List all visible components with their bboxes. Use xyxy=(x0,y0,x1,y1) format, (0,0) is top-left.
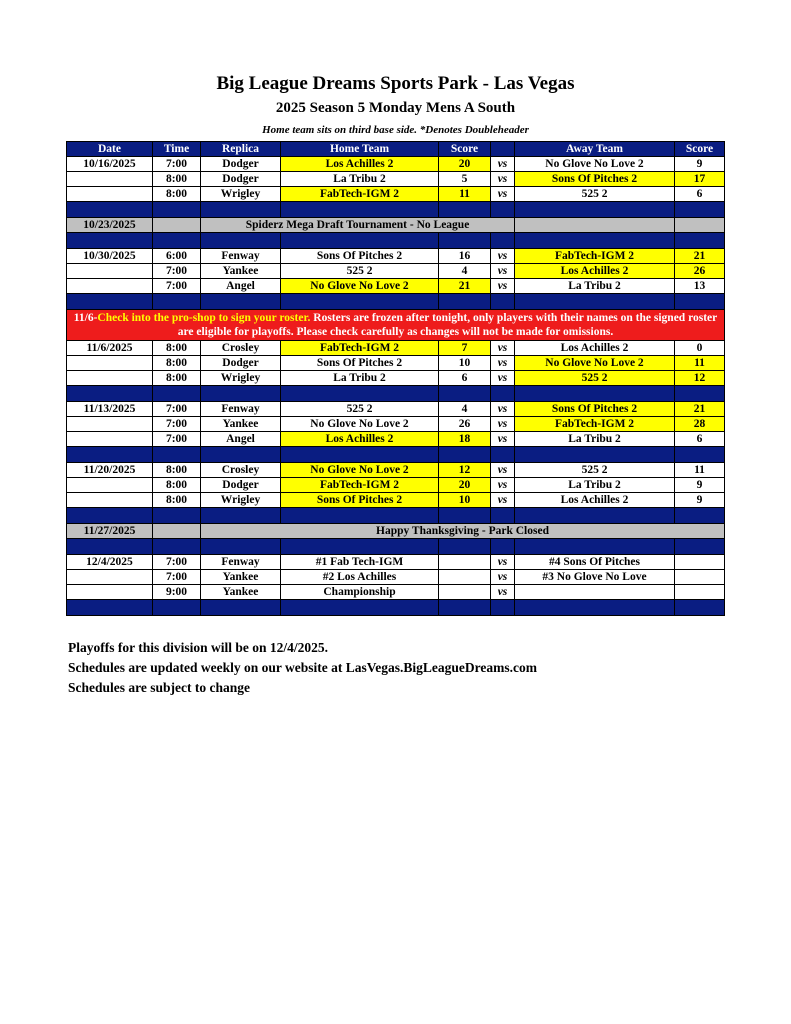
game-date xyxy=(67,187,153,202)
game-replica: Wrigley xyxy=(201,493,281,508)
footer-playoffs: Playoffs for this division will be on 12/4/2025. xyxy=(68,640,329,655)
week-separator xyxy=(67,508,725,524)
vs-label: vs xyxy=(491,264,515,279)
page-subtitle: 2025 Season 5 Monday Mens A South xyxy=(275,100,516,116)
vs-label: vs xyxy=(491,157,515,172)
week-separator xyxy=(67,600,725,616)
col-replica: Replica xyxy=(201,142,281,157)
game-time: 8:00 xyxy=(153,341,201,356)
col-date: Date xyxy=(67,142,153,157)
game-time: 8:00 xyxy=(153,493,201,508)
away-team: FabTech-IGM 2 xyxy=(515,417,675,432)
game-date xyxy=(67,493,153,508)
home-score: 7 xyxy=(439,341,491,356)
vs-label: vs xyxy=(491,371,515,386)
table-row xyxy=(67,371,725,386)
table-row xyxy=(67,417,725,432)
home-team: Sons Of Pitches 2 xyxy=(281,249,439,264)
away-score xyxy=(675,570,725,585)
game-date xyxy=(67,478,153,493)
table-row xyxy=(67,279,725,294)
empty-cell xyxy=(153,524,201,539)
empty-cell xyxy=(675,218,725,233)
table-row xyxy=(67,585,725,600)
away-score: 6 xyxy=(675,432,725,447)
table-row xyxy=(67,493,725,508)
home-team: La Tribu 2 xyxy=(281,371,439,386)
home-team: Los Achilles 2 xyxy=(281,157,439,172)
notice-highlight: Check into the pro-shop to sign your roster. xyxy=(97,312,311,324)
game-replica: Dodger xyxy=(201,157,281,172)
empty-cell xyxy=(153,218,201,233)
game-replica: Yankee xyxy=(201,264,281,279)
table-row xyxy=(67,172,725,187)
game-time: 7:00 xyxy=(153,555,201,570)
table-row xyxy=(67,524,725,539)
game-date: 11/20/2025 xyxy=(67,463,153,478)
vs-label: vs xyxy=(491,585,515,600)
vs-label: vs xyxy=(491,417,515,432)
col-home-team: Home Team xyxy=(281,142,439,157)
table-row xyxy=(67,249,725,264)
week-separator xyxy=(67,386,725,402)
week-separator xyxy=(67,202,725,218)
away-team: 525 2 xyxy=(515,463,675,478)
home-team: Championship xyxy=(281,585,439,600)
game-replica: Fenway xyxy=(201,402,281,417)
game-replica: Crosley xyxy=(201,341,281,356)
home-team: Sons Of Pitches 2 xyxy=(281,493,439,508)
home-team: #2 Los Achilles xyxy=(281,570,439,585)
away-team: #4 Sons Of Pitches xyxy=(515,555,675,570)
away-score: 21 xyxy=(675,249,725,264)
home-team: 525 2 xyxy=(281,264,439,279)
away-score: 17 xyxy=(675,172,725,187)
game-time: 7:00 xyxy=(153,264,201,279)
game-date xyxy=(67,356,153,371)
home-team: Sons Of Pitches 2 xyxy=(281,356,439,371)
game-time: 8:00 xyxy=(153,356,201,371)
table-row xyxy=(67,341,725,356)
game-replica: Wrigley xyxy=(201,187,281,202)
away-score: 6 xyxy=(675,187,725,202)
away-team: Los Achilles 2 xyxy=(515,341,675,356)
week-separator xyxy=(67,233,725,249)
schedule-note: Home team sits on third base side. *Denotes Doubleheader xyxy=(262,124,529,136)
vs-label: vs xyxy=(491,279,515,294)
game-replica: Fenway xyxy=(201,555,281,570)
notice-body: Rosters are frozen after tonight, only players with their names on the signed roster are eligible for playoffs. Please check carefully as changes will not be made for omissions. xyxy=(177,312,718,338)
vs-label: vs xyxy=(491,249,515,264)
game-date xyxy=(67,264,153,279)
away-team xyxy=(515,585,675,600)
game-time: 7:00 xyxy=(153,157,201,172)
vs-label: vs xyxy=(491,187,515,202)
vs-label: vs xyxy=(491,478,515,493)
vs-label: vs xyxy=(491,172,515,187)
home-team: FabTech-IGM 2 xyxy=(281,478,439,493)
event-label: Spiderz Mega Draft Tournament - No League xyxy=(201,218,515,233)
vs-label: vs xyxy=(491,341,515,356)
table-row xyxy=(67,187,725,202)
header-row xyxy=(67,142,725,157)
away-team: La Tribu 2 xyxy=(515,432,675,447)
away-team: La Tribu 2 xyxy=(515,478,675,493)
away-score: 28 xyxy=(675,417,725,432)
schedule-table xyxy=(66,141,725,616)
game-time: 8:00 xyxy=(153,463,201,478)
vs-label: vs xyxy=(491,555,515,570)
game-time: 8:00 xyxy=(153,172,201,187)
game-replica: Angel xyxy=(201,432,281,447)
game-date: 12/4/2025 xyxy=(67,555,153,570)
col-away-score: Score xyxy=(675,142,725,157)
table-row xyxy=(67,356,725,371)
home-score xyxy=(439,570,491,585)
away-team: Los Achilles 2 xyxy=(515,264,675,279)
notice-date: 11/6- xyxy=(73,312,98,324)
away-score: 12 xyxy=(675,371,725,386)
game-time: 7:00 xyxy=(153,432,201,447)
game-date: 11/13/2025 xyxy=(67,402,153,417)
week-separator xyxy=(67,447,725,463)
vs-label: vs xyxy=(491,463,515,478)
home-team: La Tribu 2 xyxy=(281,172,439,187)
away-team: Los Achilles 2 xyxy=(515,493,675,508)
game-date xyxy=(67,432,153,447)
col-time: Time xyxy=(153,142,201,157)
away-team: 525 2 xyxy=(515,371,675,386)
game-time: 7:00 xyxy=(153,279,201,294)
home-score: 6 xyxy=(439,371,491,386)
game-time: 7:00 xyxy=(153,402,201,417)
away-team: 525 2 xyxy=(515,187,675,202)
game-replica: Yankee xyxy=(201,570,281,585)
away-score xyxy=(675,555,725,570)
footer-change-notice: Schedules are subject to change xyxy=(68,680,250,695)
game-replica: Dodger xyxy=(201,172,281,187)
game-date xyxy=(67,417,153,432)
home-team: 525 2 xyxy=(281,402,439,417)
game-time: 8:00 xyxy=(153,478,201,493)
home-score: 21 xyxy=(439,279,491,294)
home-score xyxy=(439,585,491,600)
roster-notice xyxy=(67,310,725,341)
away-score: 11 xyxy=(675,463,725,478)
table-row xyxy=(67,478,725,493)
page-title: Big League Dreams Sports Park - Las Vegas xyxy=(216,73,575,94)
col-vs xyxy=(491,142,515,157)
away-score: 13 xyxy=(675,279,725,294)
table-row xyxy=(67,402,725,417)
vs-label: vs xyxy=(491,356,515,371)
away-score xyxy=(675,585,725,600)
game-time: 6:00 xyxy=(153,249,201,264)
away-team: Sons Of Pitches 2 xyxy=(515,172,675,187)
away-score: 0 xyxy=(675,341,725,356)
away-score: 21 xyxy=(675,402,725,417)
home-score: 16 xyxy=(439,249,491,264)
home-score: 4 xyxy=(439,264,491,279)
col-away-team: Away Team xyxy=(515,142,675,157)
away-team: Sons Of Pitches 2 xyxy=(515,402,675,417)
home-score: 4 xyxy=(439,402,491,417)
game-time: 7:00 xyxy=(153,570,201,585)
home-team: No Glove No Love 2 xyxy=(281,463,439,478)
home-score: 12 xyxy=(439,463,491,478)
away-score: 11 xyxy=(675,356,725,371)
away-score: 9 xyxy=(675,478,725,493)
home-score: 20 xyxy=(439,478,491,493)
home-score: 10 xyxy=(439,356,491,371)
week-separator xyxy=(67,294,725,310)
game-replica: Wrigley xyxy=(201,371,281,386)
event-label: Happy Thanksgiving - Park Closed xyxy=(201,524,725,539)
table-row xyxy=(67,157,725,172)
game-time: 8:00 xyxy=(153,187,201,202)
game-date: 10/23/2025 xyxy=(67,218,153,233)
home-score: 26 xyxy=(439,417,491,432)
home-score: 11 xyxy=(439,187,491,202)
game-date xyxy=(67,371,153,386)
game-time: 8:00 xyxy=(153,371,201,386)
home-team: No Glove No Love 2 xyxy=(281,417,439,432)
home-team: Los Achilles 2 xyxy=(281,432,439,447)
away-score: 26 xyxy=(675,264,725,279)
vs-label: vs xyxy=(491,493,515,508)
home-score xyxy=(439,555,491,570)
vs-label: vs xyxy=(491,570,515,585)
home-score: 5 xyxy=(439,172,491,187)
away-team: No Glove No Love 2 xyxy=(515,157,675,172)
table-row xyxy=(67,264,725,279)
game-date xyxy=(67,585,153,600)
table-row xyxy=(67,463,725,478)
game-date: 11/27/2025 xyxy=(67,524,153,539)
game-date: 10/16/2025 xyxy=(67,157,153,172)
vs-label: vs xyxy=(491,432,515,447)
game-time: 7:00 xyxy=(153,417,201,432)
game-date xyxy=(67,172,153,187)
away-score: 9 xyxy=(675,493,725,508)
vs-label: vs xyxy=(491,402,515,417)
home-team: FabTech-IGM 2 xyxy=(281,341,439,356)
home-team: No Glove No Love 2 xyxy=(281,279,439,294)
table-row xyxy=(67,555,725,570)
game-replica: Angel xyxy=(201,279,281,294)
game-replica: Yankee xyxy=(201,585,281,600)
footer-notes xyxy=(68,638,537,698)
game-date: 10/30/2025 xyxy=(67,249,153,264)
game-replica: Dodger xyxy=(201,478,281,493)
table-row xyxy=(67,218,725,233)
home-team: #1 Fab Tech-IGM xyxy=(281,555,439,570)
roster-notice-text xyxy=(67,310,725,341)
game-date xyxy=(67,279,153,294)
week-separator xyxy=(67,539,725,555)
home-score: 18 xyxy=(439,432,491,447)
footer-website: Schedules are updated weekly on our website at LasVegas.BigLeagueDreams.com xyxy=(68,660,538,675)
away-team: FabTech-IGM 2 xyxy=(515,249,675,264)
game-replica: Yankee xyxy=(201,417,281,432)
table-row xyxy=(67,432,725,447)
empty-cell xyxy=(515,218,675,233)
game-time: 9:00 xyxy=(153,585,201,600)
game-replica: Dodger xyxy=(201,356,281,371)
game-replica: Fenway xyxy=(201,249,281,264)
game-replica: Crosley xyxy=(201,463,281,478)
away-score: 9 xyxy=(675,157,725,172)
away-team: La Tribu 2 xyxy=(515,279,675,294)
away-team: No Glove No Love 2 xyxy=(515,356,675,371)
home-score: 20 xyxy=(439,157,491,172)
home-score: 10 xyxy=(439,493,491,508)
col-home-score: Score xyxy=(439,142,491,157)
game-date xyxy=(67,570,153,585)
table-row xyxy=(67,570,725,585)
game-date: 11/6/2025 xyxy=(67,341,153,356)
home-team: FabTech-IGM 2 xyxy=(281,187,439,202)
away-team: #3 No Glove No Love xyxy=(515,570,675,585)
